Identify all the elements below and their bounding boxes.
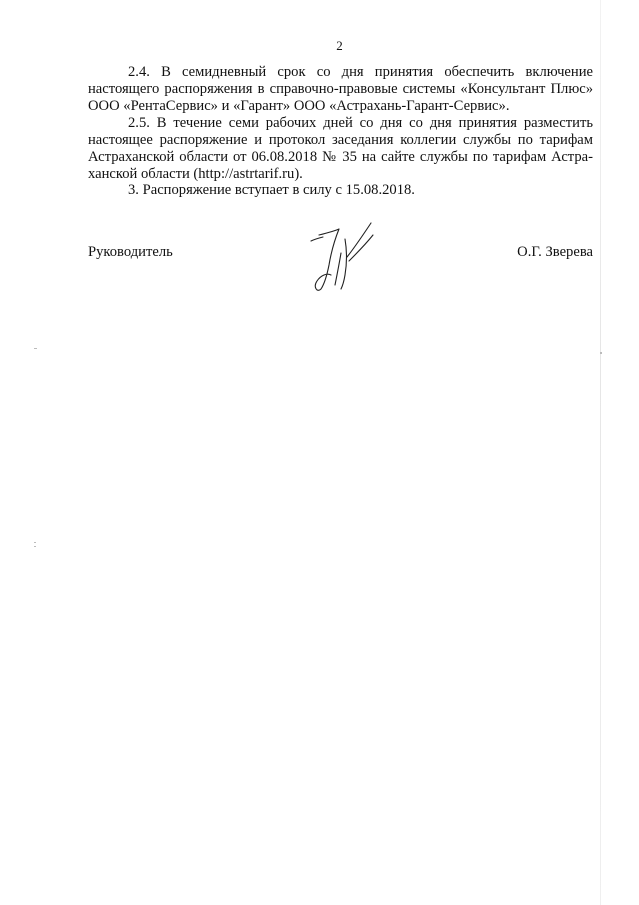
paragraph-2-5 xyxy=(88,115,593,183)
paragraph-line: ханской области (http://astrtarif.ru). xyxy=(88,166,303,182)
scan-speck xyxy=(34,542,36,543)
scan-edge-line xyxy=(600,0,601,905)
paragraph-line: настоящего распоряжения в справочно-правовые системы «Консультант Плюс» xyxy=(88,81,593,97)
paragraph-3 xyxy=(88,182,593,199)
paragraph-line: ООО «РентаСервис» и «Гарант» ООО «Астрахань-Гарант-Сервис». xyxy=(88,98,510,114)
paragraph-line: 3. Распоряжение вступает в силу с 15.08.2018. xyxy=(128,182,415,198)
scan-speck xyxy=(34,348,37,349)
page-number: 2 xyxy=(336,38,343,53)
signatory-name: О.Г. Зверева xyxy=(517,244,593,260)
paragraph-line: настоящее распоряжение и протокол заседания коллегии службы по тарифам xyxy=(88,132,593,148)
signatory-role: Руководитель xyxy=(88,244,173,260)
scan-speck xyxy=(34,546,36,547)
handwritten-signature-icon xyxy=(305,213,385,303)
paragraph-line: Астраханской области от 06.08.2018 № 35 на сайте службы по тарифам Астра- xyxy=(88,149,593,165)
paragraph-line: 2.5. В течение семи рабочих дней со дня со дня принятия разместить xyxy=(128,115,593,131)
paragraph-2-4 xyxy=(88,64,593,115)
scan-speck xyxy=(600,352,602,354)
paragraph-line: 2.4. В семидневный срок со дня принятия обеспечить включение xyxy=(128,64,593,80)
